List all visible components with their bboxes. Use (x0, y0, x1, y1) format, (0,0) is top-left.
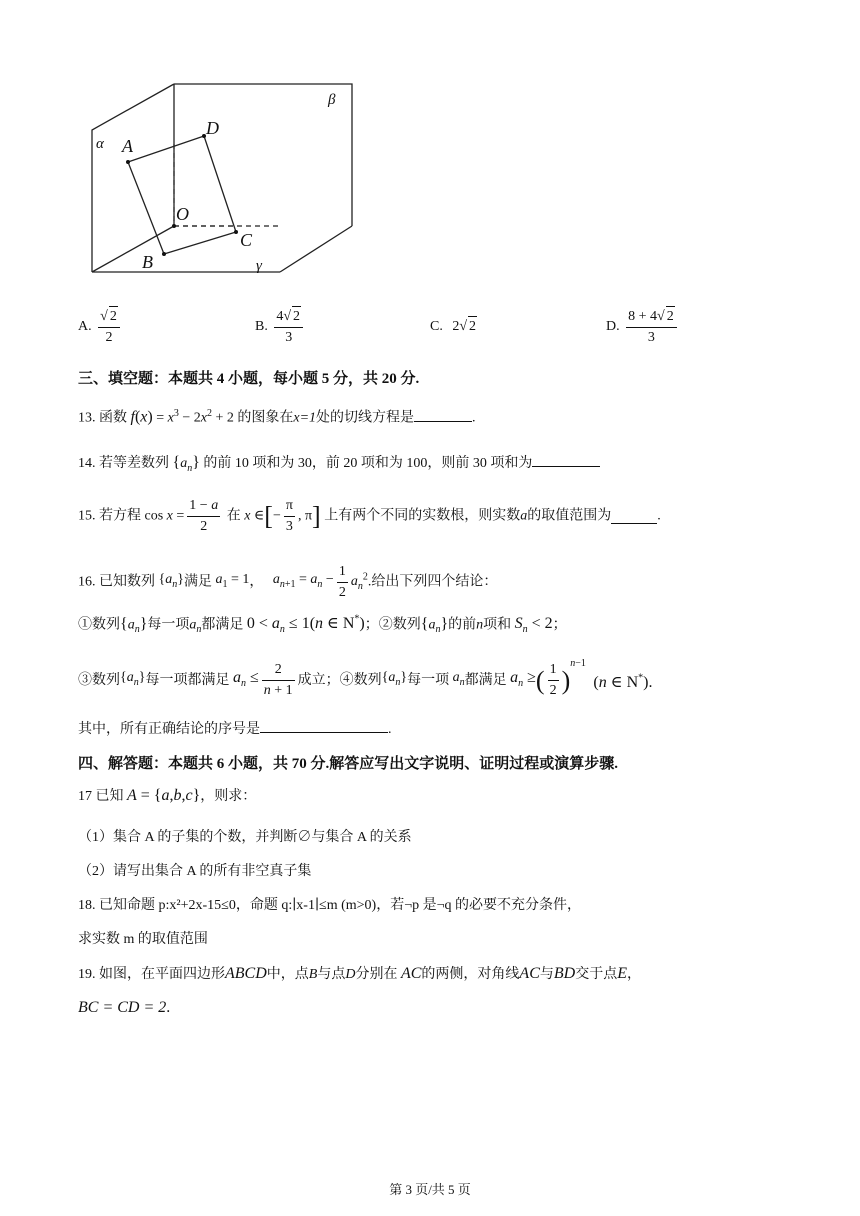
question-19: 19. 如图，在平面四边形ABCD中，点B与点D分别在 AC的两侧，对角线AC与BD交于点E， (78, 965, 641, 982)
label-D: D (206, 118, 219, 138)
option-a (78, 306, 123, 348)
question-19-line-2: BC = CD = 2. (78, 999, 171, 1016)
question-16-conclusions-3-4: ③数列$\{a_n\}$每一项都满足 $a_n$ ≤ $\frac{2}{n + 1}$ 成立；④数列$\{a_n\}$每一项 $a_n$都满足 $a_n$ ≥( $\frac{1}{2}$ )$^{n-1}$ (n ∈ N*). (78, 658, 653, 699)
option-c-value: 2√ 2 (452, 319, 477, 334)
option-b-value: $\frac{4√ 2}{3}$ (274, 306, 303, 348)
label-gamma: γ (256, 258, 262, 274)
question-16-conclusions-1-2: ①数列$\{a_n\}$每一项$a_n$都满足 $0 < a_n \le 1(n$ ∈ N*)；②数列$\{a_n\}$的前n项和 $S_n < 2$； (78, 614, 567, 636)
answer-blank-15[interactable] (611, 509, 657, 524)
option-d-letter: D. (606, 319, 620, 334)
option-a-letter: A. (78, 319, 92, 334)
section3-heading: 三、填空题：本题共 4 小题，每小题 5 分，共 20 分. (78, 371, 420, 387)
option-b-letter: B. (255, 319, 268, 334)
question-13: 13. 函数 $f(x) = x^3 - 2x^2 + 2$ 的图象在x=1处的切线方程是 . (78, 408, 476, 426)
label-C: C (240, 230, 253, 250)
question-16: 16. 已知数列 $\{a_n\}$满足 $a_1 = 1$， $a_{n+1} = a_n$ − $\frac{1}{2}$ $a_n^2$.给出下列四个结论： (78, 564, 498, 600)
question-14: 14. 若等差数列 $\{a_n\}$ 的前 10 项和为 30，前 20 项和为 100，则前 30 项和为 (78, 452, 600, 479)
question-18-line-2: 求实数 m 的取值范围 (78, 932, 208, 947)
question-17-part-2: （2）请写出集合 A 的所有非空真子集 (78, 864, 312, 879)
option-d (606, 306, 680, 348)
geometry-figure (82, 76, 362, 286)
plane-beta-edge (174, 84, 352, 226)
section4-heading: 四、解答题：本题共 6 小题，共 70 分.解答应写出文字说明、证明过程或演算步骤. (78, 756, 619, 772)
plane-alpha-edge (92, 84, 174, 272)
answer-blank-13[interactable] (414, 407, 472, 422)
label-beta: β (328, 92, 336, 108)
question-17: 17 已知 A = {a,b,c}，则求： (78, 787, 257, 804)
option-a-value: $\frac{√ 2}{2}$ (98, 306, 120, 348)
question-18-line-1: 18. 已知命题 p:x²+2x-15≤0，命题 q:∣x-1∣≤m (m>0)，若¬p 是¬q 的必要不充分条件， (78, 898, 582, 913)
option-c-letter: C. (430, 319, 443, 334)
question-17-part-1: （1）集合 A 的子集的个数，并判断∅与集合 A 的关系 (78, 830, 412, 845)
label-alpha: α (96, 136, 104, 152)
option-d-value: $\frac{8 + 4√ 2}{3}$ (626, 306, 677, 348)
label-B: B (142, 252, 153, 272)
option-b (255, 306, 306, 348)
answer-blank-14[interactable] (532, 452, 600, 467)
label-A: A (122, 136, 133, 156)
answer-blank-16[interactable] (260, 718, 388, 733)
option-c (430, 316, 477, 337)
question-15: 15. 若方程 cos x = $\frac{1 - a}{2}$ 在 x ∈[− $\frac{\pi}{3}$ , π] 上有两个不同的实数根，则实数a的取值范围为 . (78, 498, 661, 534)
label-O: O (176, 204, 189, 224)
question-16-answer: 其中，所有正确结论的序号是 . (78, 718, 392, 740)
page-footer: 第 3 页/共 5 页 (389, 1182, 471, 1197)
